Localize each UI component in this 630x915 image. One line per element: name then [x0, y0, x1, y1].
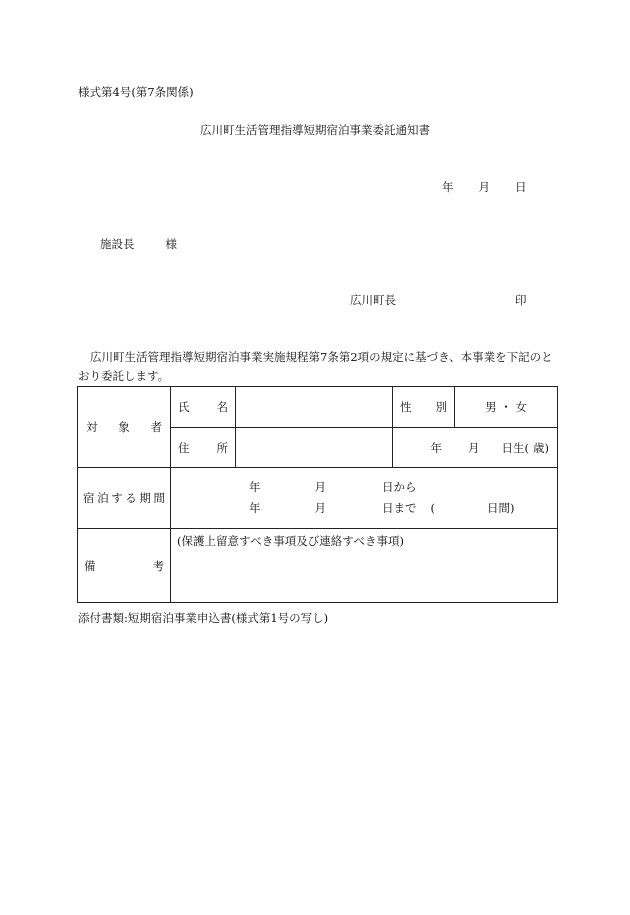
- period-to-year: 年: [249, 501, 261, 515]
- table-row-name: [78, 387, 558, 428]
- period-from-suffix: 日から: [382, 480, 417, 494]
- seal-mark: 印: [515, 293, 527, 307]
- sex-label-cell: [393, 387, 455, 428]
- period-days: 日間): [487, 501, 515, 515]
- form-reference: 様式第4号(第7条関係): [78, 85, 194, 99]
- name-label-cell: [171, 387, 236, 428]
- address-value-field[interactable]: [236, 428, 393, 468]
- name-value-field[interactable]: [236, 387, 393, 428]
- address-label-char: 所: [216, 440, 228, 455]
- date-month: 月: [478, 180, 490, 194]
- birth-date-field[interactable]: [393, 428, 558, 468]
- birth-day: 日生(: [501, 440, 529, 455]
- issue-date: [442, 180, 527, 194]
- birth-age: 歳): [533, 440, 549, 455]
- period-label-char: 泊: [97, 491, 109, 505]
- date-day: 日: [515, 180, 527, 194]
- period-label-char: 宿: [83, 491, 95, 505]
- body-paragraph: 広川町生活管理指導短期宿泊事業実施規程第7条第2項の規定に基づき、本事業を下記のとおり委託します。: [78, 350, 553, 383]
- birth-month: 月: [468, 440, 480, 455]
- addressee-honorific: 様: [165, 237, 177, 251]
- period-label-char: 期: [139, 491, 151, 505]
- period-to-suffix: 日まで: [382, 501, 417, 515]
- date-year: 年: [442, 180, 454, 194]
- attachments-note: 添付書類:短期宿泊事業申込書(様式第1号の写し): [78, 611, 329, 625]
- sex-label-char: 別: [435, 400, 447, 414]
- period-label-cell: [78, 468, 171, 529]
- notes-hint-text: (保護上留意すべき事項及び連絡すべき事項): [177, 534, 405, 548]
- issuer-name: 広川町長: [350, 293, 396, 307]
- period-label-char: す: [111, 491, 123, 505]
- table-row-notes: [78, 529, 558, 603]
- notes-label-char: 備: [84, 558, 96, 573]
- sex-label-char: 性: [400, 400, 412, 414]
- table-row-period: [78, 468, 558, 529]
- period-to-paren: (: [430, 501, 435, 515]
- name-label-char: 名: [216, 400, 228, 414]
- address-label-char: 住: [178, 440, 190, 455]
- birth-year: 年: [430, 440, 442, 455]
- subject-label-cell: [78, 387, 171, 468]
- period-from-month: 月: [314, 480, 326, 494]
- period-to: [249, 498, 557, 519]
- subject-label-char: 者: [150, 420, 162, 434]
- notes-label-cell: [78, 529, 171, 603]
- addressee: [100, 237, 177, 251]
- document-title: 広川町生活管理指導短期宿泊事業委託通知書: [200, 123, 430, 137]
- consignment-table: [77, 386, 558, 603]
- subject-label-char: 象: [118, 420, 130, 434]
- sex-value-field[interactable]: 男 ・ 女: [455, 387, 558, 428]
- name-label-char: 氏: [178, 400, 190, 414]
- address-label-cell: [171, 428, 236, 468]
- period-to-month: 月: [314, 501, 326, 515]
- period-from: [249, 477, 557, 498]
- period-from-year: 年: [249, 480, 261, 494]
- period-label-char: る: [125, 491, 137, 505]
- period-value-field[interactable]: [171, 468, 558, 529]
- period-label-char: 間: [153, 491, 165, 505]
- notes-label-char: 考: [152, 558, 164, 573]
- subject-label-char: 対: [86, 420, 98, 434]
- notes-value-field[interactable]: [171, 529, 558, 603]
- addressee-name: 施設長: [100, 237, 135, 251]
